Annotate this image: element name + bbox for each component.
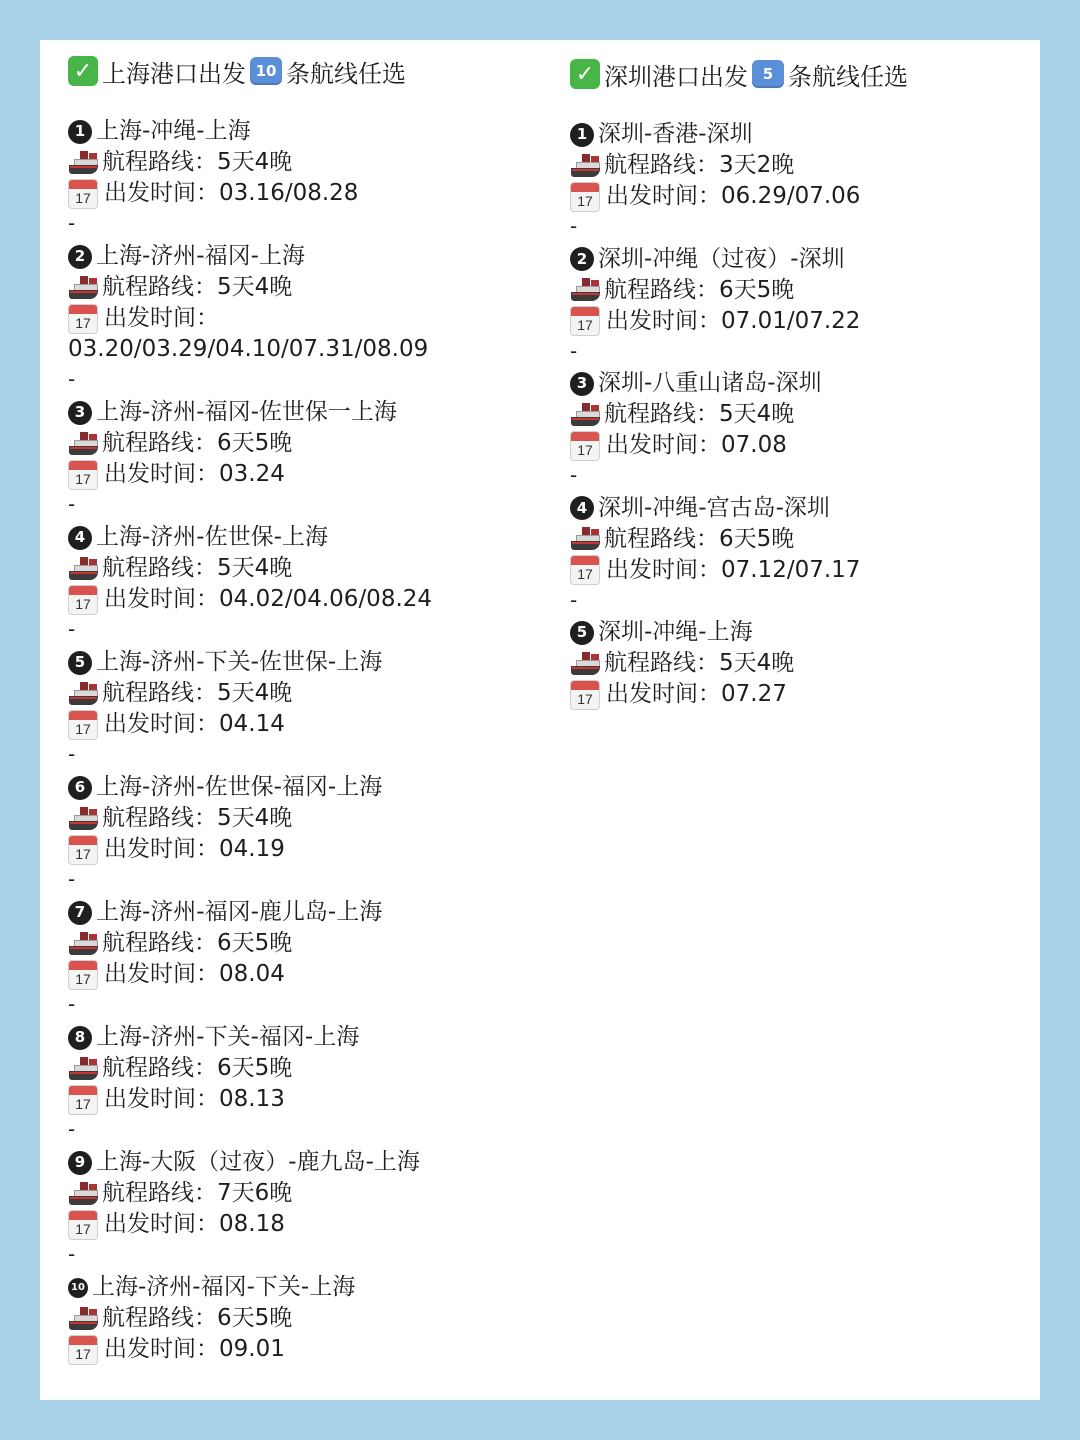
- duration-label: 航程路线：: [102, 274, 217, 300]
- duration-label: 航程路线：: [102, 555, 217, 581]
- route-duration: [68, 1053, 292, 1084]
- route-departure: [68, 709, 285, 740]
- route-name: 上海-济州-下关-佐世保-上海: [96, 649, 383, 675]
- departure-label: 出发时间：: [104, 1336, 219, 1362]
- calendar-icon: 17: [68, 960, 98, 990]
- duration-label: 航程路线：: [102, 680, 217, 706]
- number-circle-icon: 3: [570, 372, 594, 396]
- number-circle-icon: 1: [570, 123, 594, 147]
- route-title: [570, 617, 753, 648]
- route-duration: [570, 275, 794, 306]
- route-title: [570, 119, 753, 150]
- route-duration: [68, 1178, 292, 1209]
- duration-value: 5天4晚: [217, 680, 293, 706]
- route-separator: -: [570, 463, 578, 487]
- route-title: [570, 368, 822, 399]
- route-departure: [570, 679, 787, 710]
- cruise-ship-icon: [68, 805, 98, 833]
- departure-label: 出发时间：: [104, 711, 219, 737]
- departure-label: 出发时间：: [104, 1211, 219, 1237]
- route-title: [68, 522, 328, 553]
- route-title: [570, 244, 845, 275]
- duration-value: 5天4晚: [719, 401, 795, 427]
- calendar-icon: 17: [68, 710, 98, 740]
- duration-label: 航程路线：: [604, 401, 719, 427]
- departure-dates: 08.18: [219, 1211, 285, 1237]
- route-name: 上海-济州-福冈-下关-上海: [92, 1274, 356, 1300]
- duration-value: 5天4晚: [719, 650, 795, 676]
- cruise-ship-icon: [68, 1305, 98, 1333]
- route-name: 深圳-冲绳（过夜）-深圳: [598, 245, 845, 272]
- calendar-icon: 17: [570, 555, 600, 585]
- route-separator: -: [570, 338, 578, 363]
- route-title: [68, 1272, 355, 1303]
- route-departure: [68, 178, 358, 209]
- route-name: 上海-济州-佐世保-上海: [96, 524, 328, 550]
- duration-label: 航程路线：: [604, 152, 719, 178]
- cruise-ship-icon: [68, 149, 98, 177]
- route-departure: [570, 430, 787, 461]
- route-separator: -: [570, 587, 578, 612]
- calendar-icon: 17: [68, 304, 98, 334]
- route-title: [68, 1147, 420, 1178]
- route-name: 深圳-八重山诸岛-深圳: [598, 370, 822, 396]
- departure-dates: 04.02/04.06/08.24: [219, 586, 433, 612]
- number-circle-icon: 9: [68, 1151, 92, 1175]
- route-separator: -: [68, 617, 76, 641]
- departure-dates: 04.19: [219, 836, 285, 862]
- cruise-ship-icon: [570, 152, 600, 180]
- departure-label: 出发时间：: [606, 681, 721, 707]
- duration-value: 6天5晚: [217, 1055, 293, 1081]
- duration-value: 5天4晚: [217, 805, 293, 831]
- number-circle-icon: 5: [68, 651, 92, 675]
- number-circle-icon: 1: [68, 120, 92, 144]
- route-departure: [570, 306, 860, 337]
- route-name: 深圳-冲绳-宫古岛-深圳: [598, 494, 830, 521]
- cruise-ship-icon: [68, 274, 98, 302]
- route-separator: -: [570, 214, 578, 238]
- departure-label: 出发时间：: [104, 305, 219, 331]
- route-name: 上海-济州-佐世保-福冈-上海: [96, 774, 383, 800]
- route-separator: -: [68, 492, 76, 516]
- duration-value: 5天4晚: [217, 274, 293, 300]
- departure-dates: 07.01/07.22: [721, 307, 861, 334]
- number-circle-icon: 5: [570, 621, 594, 645]
- route-title: [68, 647, 382, 678]
- shanghai-header: [68, 54, 406, 88]
- route-departure: [68, 834, 285, 865]
- route-departure: [68, 1084, 285, 1115]
- route-departure-dates-line: [68, 334, 428, 365]
- header-prefix: 深圳港口出发: [604, 62, 748, 91]
- shenzhen-header: [570, 57, 908, 91]
- route-departure: [68, 459, 285, 490]
- route-duration: [68, 428, 292, 459]
- route-title: [68, 897, 382, 928]
- cruise-ship-icon: [570, 276, 600, 304]
- number-circle-icon: 6: [68, 776, 92, 800]
- route-title: [68, 1022, 359, 1053]
- route-title: [68, 772, 382, 803]
- route-separator: -: [68, 742, 76, 766]
- route-name: 上海-冲绳-上海: [96, 118, 251, 144]
- number-circle-icon: 3: [68, 401, 92, 425]
- route-duration: [570, 150, 794, 181]
- calendar-icon: 17: [570, 182, 600, 212]
- calendar-icon: 17: [570, 306, 600, 336]
- duration-value: 5天4晚: [217, 149, 293, 175]
- departure-dates: 07.27: [721, 681, 787, 707]
- duration-label: 航程路线：: [604, 276, 719, 303]
- route-title: [68, 116, 251, 147]
- duration-label: 航程路线：: [604, 525, 719, 552]
- duration-value: 6天5晚: [719, 276, 795, 303]
- route-separator: -: [68, 211, 76, 235]
- departure-dates: 07.08: [721, 432, 787, 458]
- route-separator: -: [68, 367, 76, 391]
- cruise-ship-icon: [68, 930, 98, 958]
- route-departure: [68, 959, 285, 990]
- route-duration: [570, 399, 794, 430]
- route-name: 上海-济州-下关-福冈-上海: [96, 1024, 360, 1050]
- duration-label: 航程路线：: [604, 650, 719, 676]
- route-separator: -: [68, 867, 76, 891]
- route-name: 上海-济州-福冈-鹿儿岛-上海: [96, 899, 383, 925]
- route-departure: [570, 181, 860, 212]
- route-separator: -: [68, 992, 76, 1016]
- route-duration: [68, 1303, 292, 1334]
- route-departure: [68, 1334, 285, 1365]
- duration-label: 航程路线：: [102, 149, 217, 175]
- departure-label: 出发时间：: [606, 183, 721, 209]
- departure-label: 出发时间：: [606, 556, 721, 583]
- route-duration: [68, 678, 292, 709]
- departure-dates: 03.16/08.28: [219, 180, 359, 206]
- duration-label: 航程路线：: [102, 1055, 217, 1081]
- departure-dates: 08.13: [219, 1086, 285, 1112]
- departure-label: 出发时间：: [104, 1086, 219, 1112]
- duration-value: 3天2晚: [719, 152, 795, 178]
- route-name: 上海-济州-福冈-上海: [96, 243, 305, 269]
- departure-label: 出发时间：: [104, 180, 219, 206]
- header-suffix: 条航线任选: [788, 62, 908, 91]
- calendar-icon: 17: [68, 1335, 98, 1365]
- cruise-ship-icon: [68, 680, 98, 708]
- cruise-ship-icon: [68, 1055, 98, 1083]
- cruise-ship-icon: [68, 1180, 98, 1208]
- departure-dates: 04.14: [219, 711, 285, 737]
- calendar-icon: 17: [68, 585, 98, 615]
- departure-dates: 07.12/07.17: [721, 556, 861, 583]
- departure-dates: 03.20/03.29/04.10/07.31/08.09: [68, 336, 429, 362]
- route-duration: [570, 648, 794, 679]
- route-duration: [68, 272, 292, 303]
- duration-label: 航程路线：: [102, 930, 217, 956]
- duration-label: 航程路线：: [102, 1180, 217, 1206]
- number-circle-icon: 4: [570, 496, 594, 520]
- route-departure: [68, 584, 432, 615]
- calendar-icon: 17: [570, 431, 600, 461]
- calendar-icon: 17: [570, 680, 600, 710]
- route-name: 上海-济州-福冈-佐世保一上海: [96, 399, 397, 425]
- route-duration: [570, 524, 794, 555]
- duration-value: 6天5晚: [217, 930, 293, 956]
- check-mark-icon: ✓: [570, 59, 600, 89]
- departure-label: 出发时间：: [104, 836, 219, 862]
- route-duration: [68, 803, 292, 834]
- number-circle-icon: 2: [68, 245, 92, 269]
- route-name: 上海-大阪（过夜）-鹿九岛-上海: [96, 1149, 420, 1175]
- calendar-icon: 17: [68, 1085, 98, 1115]
- route-title: [68, 241, 305, 272]
- number-circle-icon: 10: [68, 1278, 88, 1298]
- departure-label: 出发时间：: [606, 432, 721, 458]
- departure-label: 出发时间：: [104, 586, 219, 612]
- calendar-icon: 17: [68, 179, 98, 209]
- route-title: [570, 493, 830, 524]
- cruise-ship-icon: [68, 430, 98, 458]
- route-departure: [570, 555, 860, 586]
- route-duration: [68, 928, 292, 959]
- keycap-number-icon: 10: [250, 57, 282, 85]
- departure-label: 出发时间：: [606, 307, 721, 334]
- route-separator: -: [68, 1117, 76, 1141]
- duration-value: 6天5晚: [217, 430, 293, 456]
- duration-label: 航程路线：: [102, 430, 217, 456]
- cruise-ship-icon: [570, 525, 600, 553]
- route-title: [68, 397, 397, 428]
- departure-dates: 08.04: [219, 961, 285, 987]
- number-circle-icon: 4: [68, 526, 92, 550]
- departure-dates: 06.29/07.06: [721, 183, 861, 209]
- route-departure: [68, 1209, 285, 1240]
- header-prefix: 上海港口出发: [102, 59, 246, 88]
- duration-label: 航程路线：: [102, 805, 217, 831]
- number-circle-icon: 8: [68, 1026, 92, 1050]
- departure-label: 出发时间：: [104, 461, 219, 487]
- keycap-number-icon: 5: [752, 60, 784, 88]
- route-duration: [68, 147, 292, 178]
- departure-label: 出发时间：: [104, 961, 219, 987]
- duration-value: 6天5晚: [719, 525, 795, 552]
- route-duration: [68, 553, 292, 584]
- number-circle-icon: 7: [68, 901, 92, 925]
- calendar-icon: 17: [68, 460, 98, 490]
- number-circle-icon: 2: [570, 247, 594, 271]
- route-name: 深圳-香港-深圳: [598, 121, 753, 147]
- route-separator: -: [68, 1242, 76, 1266]
- departure-dates: 09.01: [219, 1336, 285, 1362]
- cruise-ship-icon: [68, 555, 98, 583]
- check-mark-icon: ✓: [68, 56, 98, 86]
- route-name: 深圳-冲绳-上海: [598, 619, 753, 645]
- duration-label: 航程路线：: [102, 1305, 217, 1331]
- duration-value: 7天6晚: [217, 1180, 293, 1206]
- calendar-icon: 17: [68, 1210, 98, 1240]
- duration-value: 6天5晚: [217, 1305, 293, 1331]
- calendar-icon: 17: [68, 835, 98, 865]
- cruise-ship-icon: [570, 650, 600, 678]
- route-departure: [68, 303, 219, 334]
- departure-dates: 03.24: [219, 461, 285, 487]
- cruise-ship-icon: [570, 401, 600, 429]
- header-suffix: 条航线任选: [286, 59, 406, 88]
- duration-value: 5天4晚: [217, 555, 293, 581]
- content-card: [40, 40, 1040, 1400]
